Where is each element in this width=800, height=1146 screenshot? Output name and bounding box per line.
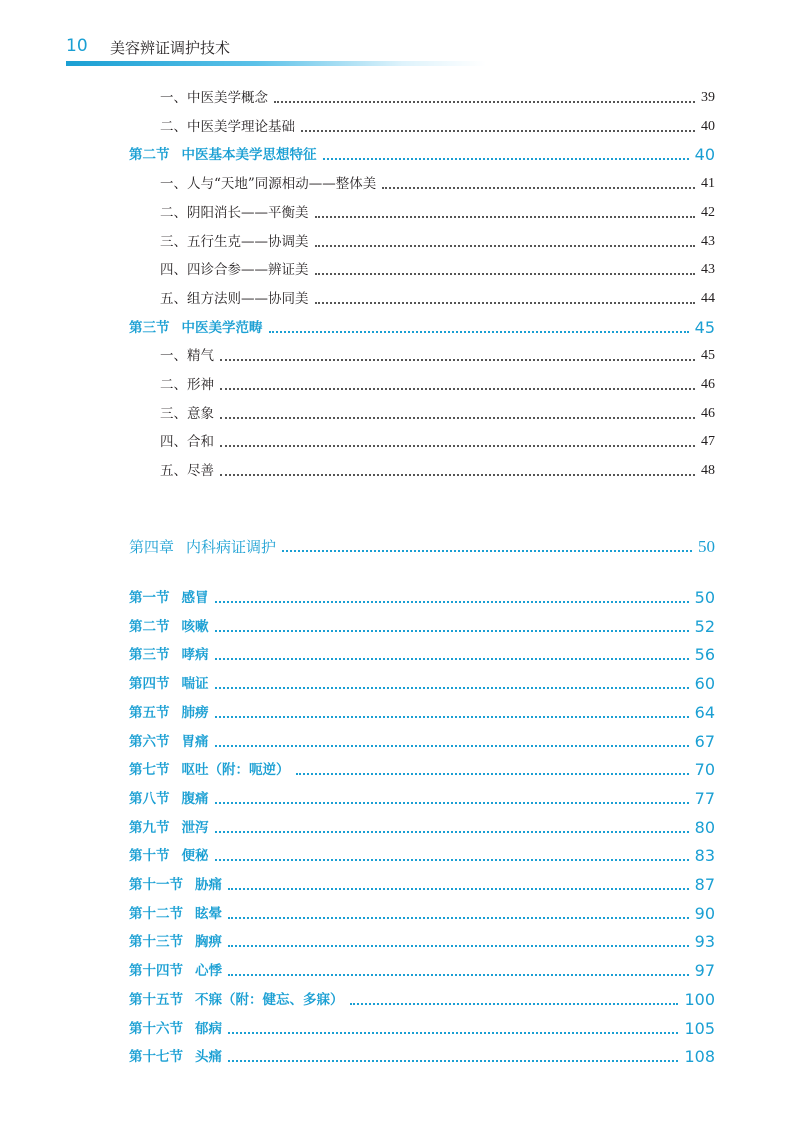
section-title: 呕吐（附：呃逆） <box>181 762 290 779</box>
toc-section-label <box>129 1019 222 1039</box>
toc-section[interactable] <box>129 904 715 924</box>
toc-page-number: 64 <box>694 702 715 722</box>
leader-dots <box>215 687 689 689</box>
section-number: 第三节 <box>129 319 170 336</box>
toc-section[interactable] <box>129 703 715 723</box>
toc-section[interactable] <box>129 1019 715 1039</box>
leader-dots <box>228 945 689 947</box>
leader-dots <box>220 474 695 476</box>
toc-page-number: 77 <box>694 788 715 808</box>
leader-dots <box>315 245 696 247</box>
toc-section-label <box>129 846 209 866</box>
toc-section[interactable] <box>129 674 715 694</box>
section-number: 第十二节 <box>129 905 183 922</box>
toc-page-number: 46 <box>701 405 715 421</box>
section-number: 第二节 <box>129 618 170 635</box>
toc-section-label <box>129 789 209 809</box>
toc-item[interactable] <box>160 117 715 137</box>
toc-page-number: 46 <box>701 377 715 392</box>
toc-section[interactable] <box>129 961 715 981</box>
toc-item[interactable] <box>160 432 715 452</box>
toc-section-label <box>129 617 209 637</box>
section-number: 第十七节 <box>129 1049 183 1066</box>
leader-dots <box>220 388 695 390</box>
toc-page-number: 93 <box>694 932 715 952</box>
toc-page-number: 70 <box>694 760 715 780</box>
leader-dots <box>220 359 695 361</box>
toc-item[interactable] <box>160 461 715 481</box>
section-title: 肺痨 <box>181 704 209 721</box>
toc-page-number: 43 <box>701 262 715 278</box>
leader-dots <box>228 917 689 919</box>
toc-section-label <box>129 932 222 952</box>
section-number: 第十一节 <box>129 877 183 893</box>
toc-section-label <box>129 904 222 924</box>
leader-dots <box>215 716 689 718</box>
section-number: 第一节 <box>129 590 170 606</box>
toc-section[interactable] <box>129 846 715 866</box>
toc-section-label <box>129 674 209 694</box>
toc-section-label <box>129 875 222 895</box>
toc-page-number: 48 <box>701 463 715 479</box>
section-number: 第四节 <box>129 676 170 693</box>
section-number: 第六节 <box>129 733 170 750</box>
toc-item[interactable] <box>160 232 715 252</box>
toc-page-number: 90 <box>694 903 715 923</box>
leader-dots <box>382 187 695 189</box>
toc-section-label <box>129 1047 222 1067</box>
section-title: 中医基本美学思想特征 <box>181 147 317 164</box>
toc-item[interactable] <box>160 260 715 280</box>
section-title: 胁痛 <box>195 877 222 893</box>
toc-page-number: 47 <box>701 434 715 450</box>
section-title: 咳嗽 <box>181 618 209 635</box>
section-title: 胸痹 <box>195 934 222 951</box>
toc-page-number: 108 <box>684 1047 715 1067</box>
leader-dots <box>296 773 689 775</box>
leader-dots <box>215 745 689 747</box>
toc-item-label: 四、合和 <box>160 434 214 451</box>
toc-item[interactable] <box>160 174 715 194</box>
section-title: 头痛 <box>195 1049 222 1066</box>
toc-item-label: 五、组方法则——协同美 <box>160 290 309 307</box>
toc-page-number: 60 <box>694 674 715 694</box>
toc-section-label <box>129 318 263 338</box>
toc-section[interactable] <box>129 588 715 608</box>
header-rule <box>66 61 486 66</box>
toc-section[interactable] <box>129 732 715 752</box>
leader-dots <box>315 302 696 304</box>
section-title: 心悸 <box>195 963 222 980</box>
leader-dots <box>215 802 689 804</box>
section-number: 第五节 <box>129 704 170 721</box>
toc-item-label: 三、五行生克——协调美 <box>160 233 309 250</box>
leader-dots <box>323 158 689 160</box>
toc-page-number: 97 <box>694 961 715 981</box>
toc-page-number: 39 <box>701 90 715 105</box>
section-number: 第二节 <box>129 147 170 164</box>
toc-page-number: 80 <box>694 817 715 837</box>
leader-dots <box>228 1060 678 1062</box>
leader-dots <box>228 974 689 976</box>
leader-dots <box>215 658 689 660</box>
toc-section[interactable] <box>129 818 715 838</box>
page-header <box>66 34 466 66</box>
section-number: 第九节 <box>129 819 170 836</box>
chapter-title: 内科病证调护 <box>186 538 277 556</box>
section-title: 便秘 <box>181 848 209 865</box>
toc-section-label <box>129 732 209 752</box>
leader-dots <box>282 550 692 552</box>
leader-dots <box>301 130 695 132</box>
toc-item-label: 四、四诊合参——辨证美 <box>160 262 309 279</box>
toc-section[interactable] <box>129 875 715 895</box>
toc-page-number: 45 <box>694 317 715 337</box>
toc-item[interactable] <box>160 375 715 395</box>
toc-page-number: 44 <box>701 290 715 306</box>
toc-chapter-4[interactable] <box>129 535 715 559</box>
leader-dots <box>215 601 689 603</box>
page-number: 10 <box>66 36 88 56</box>
toc-section-label <box>129 645 209 665</box>
toc-section-label <box>129 145 317 165</box>
toc-section[interactable] <box>129 760 715 780</box>
leader-dots <box>215 831 689 833</box>
toc-item-label: 二、形神 <box>160 377 214 393</box>
toc-section[interactable] <box>129 932 715 952</box>
leader-dots <box>274 101 695 103</box>
toc-page-number: 56 <box>694 645 715 665</box>
section-title: 喘证 <box>181 676 209 693</box>
chapter-page: 50 <box>698 537 715 556</box>
toc-section[interactable] <box>129 645 715 665</box>
leader-dots <box>315 216 696 218</box>
section-title: 眩晕 <box>195 905 222 922</box>
toc-page-number: 42 <box>701 204 715 220</box>
toc-section-label <box>129 961 222 981</box>
toc-section[interactable] <box>129 145 715 165</box>
section-title: 泄泻 <box>181 819 209 836</box>
toc-section-label <box>129 588 209 608</box>
toc-item-label: 一、精气 <box>160 348 214 365</box>
toc-item[interactable] <box>160 203 715 223</box>
leader-dots <box>215 630 689 632</box>
toc-item[interactable] <box>160 88 715 108</box>
toc-page-number: 50 <box>694 588 715 607</box>
toc-page-number: 43 <box>701 233 715 249</box>
toc-page-number: 52 <box>694 616 715 636</box>
section-title: 哮病 <box>181 647 209 664</box>
section-title: 不寐（附：健忘、多寐） <box>195 991 344 1008</box>
toc-item-label: 五、尽善 <box>160 463 214 480</box>
section-number: 第三节 <box>129 647 170 664</box>
toc-section-label <box>129 760 290 780</box>
section-number: 第十五节 <box>129 991 183 1008</box>
section-title: 郁病 <box>195 1020 222 1037</box>
toc-item-label: 三、意象 <box>160 405 214 422</box>
toc-section[interactable] <box>129 789 715 809</box>
toc-page-number: 105 <box>684 1018 715 1038</box>
leader-dots <box>220 417 695 419</box>
section-title: 中医美学范畴 <box>181 319 263 336</box>
leader-dots <box>215 859 689 861</box>
section-title: 胃痛 <box>181 733 209 750</box>
section-number: 第十三节 <box>129 934 183 951</box>
leader-dots <box>228 888 689 890</box>
toc-item-label: 一、人与“天地”同源相动——整体美 <box>160 176 377 193</box>
toc-item-label: 一、中医美学概念 <box>160 90 268 106</box>
chapter-number: 第四章 <box>129 538 175 556</box>
toc-item[interactable] <box>160 289 715 309</box>
section-number: 第十六节 <box>129 1020 183 1037</box>
section-number: 第八节 <box>129 790 170 807</box>
toc-page-number: 40 <box>701 118 715 134</box>
leader-dots <box>228 1032 678 1034</box>
toc-page-number: 87 <box>694 875 715 894</box>
toc-section[interactable] <box>129 1047 715 1067</box>
book-title: 美容辨证调护技术 <box>110 39 231 57</box>
toc-page-number: 100 <box>684 989 715 1009</box>
toc-section[interactable] <box>129 617 715 637</box>
section-title: 感冒 <box>181 590 209 606</box>
toc-page-number: 83 <box>694 846 715 866</box>
toc-page-number: 41 <box>701 176 715 192</box>
toc-page-number: 45 <box>701 348 715 364</box>
toc-section-label <box>129 703 209 723</box>
toc-item[interactable] <box>160 346 715 366</box>
section-number: 第七节 <box>129 762 170 779</box>
leader-dots <box>350 1003 679 1005</box>
leader-dots <box>269 331 689 333</box>
toc-section-label <box>129 818 209 838</box>
toc-section-label <box>129 990 344 1010</box>
leader-dots <box>315 273 696 275</box>
toc-item[interactable] <box>160 404 715 424</box>
toc-page-number: 67 <box>694 731 715 751</box>
toc-item-label: 二、中医美学理论基础 <box>160 118 295 135</box>
section-number: 第十节 <box>129 848 170 865</box>
leader-dots <box>220 445 695 447</box>
toc-section[interactable] <box>129 990 715 1010</box>
section-title: 腹痛 <box>181 790 209 807</box>
toc-section[interactable] <box>129 318 715 338</box>
section-number: 第十四节 <box>129 963 183 980</box>
toc-item-label: 二、阴阳消长——平衡美 <box>160 204 309 221</box>
toc-page-number: 40 <box>694 145 715 165</box>
